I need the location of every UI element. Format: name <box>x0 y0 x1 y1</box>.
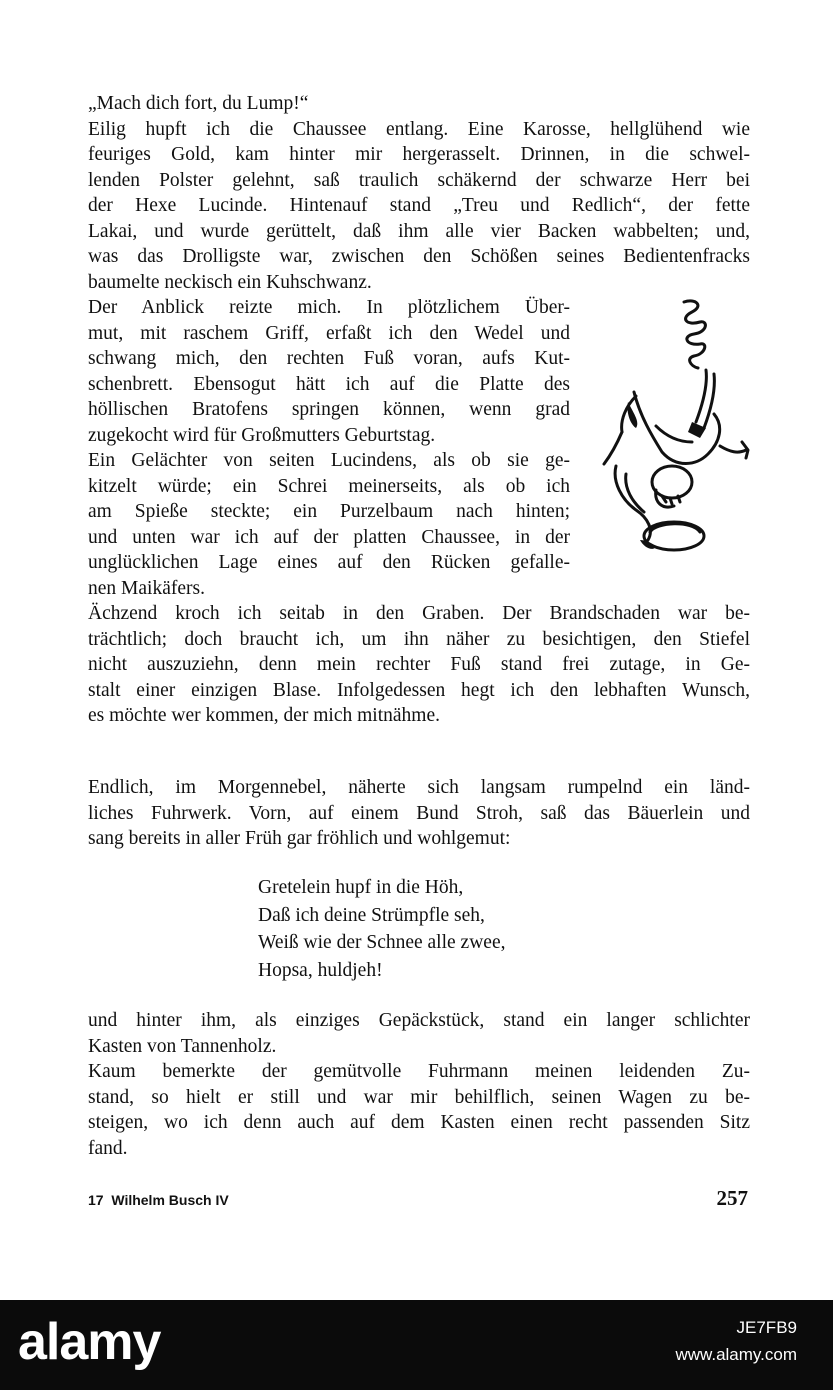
text-line: „Mach dich fort, du Lump!“ <box>88 93 309 114</box>
text-line: Endlich, im Morgennebel, näherte sich langsam rumpelnd ein länd- <box>88 777 750 798</box>
text-line: liches Fuhrwerk. Vorn, auf einem Bund Stroh, saß das Bäuerlein und <box>88 802 750 824</box>
text-line: der Hexe Lucinde. Hintenauf stand „Treu und Redlich“, der fette <box>88 195 750 216</box>
text-line: Lakai, und wurde gerüttelt, daß ihm alle vier Backen wabbelten; und, <box>88 220 750 242</box>
text-line: was das Drolligste war, zwischen den Schößen seines Bedientenfracks <box>88 246 750 267</box>
text-line: es möchte wer kommen, der mich mitnähme. <box>88 705 440 726</box>
text-line: Der Anblick reizte mich. In plötzlichem Über- <box>88 297 570 318</box>
text-line: am Spieße steckte; ein Purzelbaum nach hinten; <box>88 501 570 522</box>
text-line: mut, mit raschem Griff, erfaßt ich den Wedel und <box>88 322 570 344</box>
text-line: schwang mich, den rechten Fuß voran, aufs Kut- <box>88 348 570 369</box>
text-line: feuriges Gold, kam hinter mir hergerasselt. Drinnen, in die schwel- <box>88 144 750 165</box>
verse-line: Gretelein hupf in die Höh, <box>258 877 464 898</box>
watermark-image-id: JE7FB9 <box>736 1318 797 1337</box>
text-line: steigen, wo ich denn auch auf dem Kasten einen recht passenden Sitz <box>88 1112 750 1133</box>
text-line: Ein Gelächter von seiten Lucindens, als ob sie ge- <box>88 450 570 471</box>
text-line: nen Maikäfers. <box>88 577 205 599</box>
paragraph-4 <box>88 775 750 852</box>
paragraph-1 <box>88 91 750 295</box>
text-line: fand. <box>88 1137 128 1159</box>
verse-line: Weiß wie der Schnee alle zwee, <box>258 932 506 953</box>
text-line: stalt einer einzigen Blase. Infolgedessen hegt ich den lebhaften Wunsch, <box>88 679 750 701</box>
text-line: Kaum bemerkte der gemütvolle Fuhrmann meinen leidenden Zu- <box>88 1061 750 1082</box>
text-line: zugekocht wird für Großmutters Geburtstag. <box>88 424 436 446</box>
text-line: nicht auszuziehn, denn mein rechter Fuß stand frei zutage, in Ge- <box>88 654 750 675</box>
text-line: unglücklichen Lage eines auf den Rücken gefalle- <box>88 552 570 573</box>
text-line: Kasten von Tannenholz. <box>88 1035 277 1057</box>
text-line: kitzelt würde; ein Schrei meinerseits, als ob ich <box>88 475 570 497</box>
paragraph-3 <box>88 601 750 729</box>
song-verse <box>258 874 505 984</box>
text-line: stand, so hielt er still und war mir behilflich, seinen Wagen zu be- <box>88 1086 750 1108</box>
text-line: und unten war ich auf der platten Chaussee, in der <box>88 526 570 548</box>
paragraph-5 <box>88 1008 750 1161</box>
text-line: schenbrett. Ebensogut hätt ich auf die Platte des <box>88 373 570 395</box>
verse-line: Hopsa, huldjeh! <box>258 959 383 981</box>
text-line: trächtlich; doch braucht ich, um ihn näher zu besichtigen, den Stiefel <box>88 628 750 650</box>
watermark-logo: alamy <box>18 1313 161 1371</box>
verse-line: Daß ich deine Strümpfle seh, <box>258 904 485 926</box>
text-line: baumelte neckisch ein Kuhschwanz. <box>88 271 372 293</box>
paragraph-2 <box>88 295 570 601</box>
text-line: und hinter ihm, als einziges Gepäckstück, stand ein langer schlichter <box>88 1010 750 1031</box>
footer-signature: 17 Wilhelm Busch IV <box>88 1192 229 1208</box>
text-line: lenden Polster gelehnt, saß traulich schäkernd der schwarze Herr bei <box>88 169 750 191</box>
text-line: Eilig hupft ich die Chaussee entlang. Eine Karosse, hellglühend wie <box>88 118 750 140</box>
text-line: Ächzend kroch ich seitab in den Graben. Der Brandschaden war be- <box>88 603 750 624</box>
tumbling-man-illustration <box>596 296 758 564</box>
watermark-url: www.alamy.com <box>675 1345 797 1364</box>
text-line: sang bereits in aller Früh gar fröhlich und wohlgemut: <box>88 828 511 849</box>
page-number: 257 <box>716 1186 748 1210</box>
text-line: höllischen Bratofens springen können, wenn grad <box>88 399 570 420</box>
